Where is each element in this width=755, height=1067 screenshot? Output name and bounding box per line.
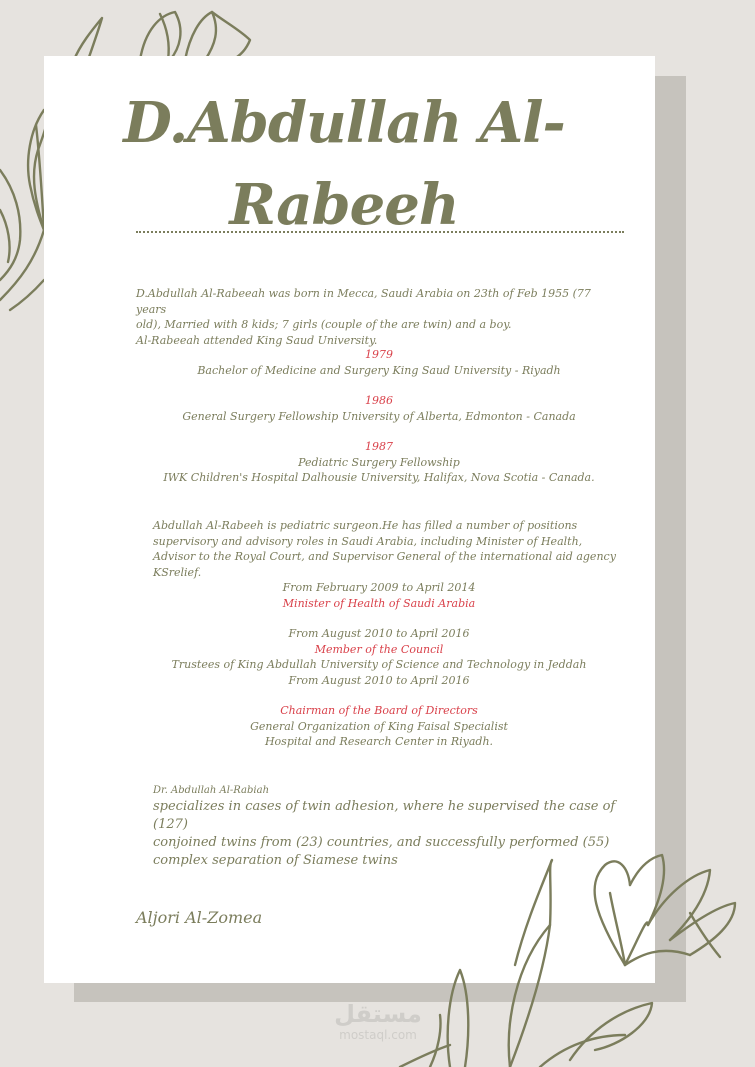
education-item [104,439,654,486]
bio-line: supervisory and advisory roles in Saudi Arabia, including Minister of Health, [153,534,583,548]
page-title-line-2: Rabeeh [229,172,459,238]
position-date: From August 2010 to April 2016 [288,673,470,687]
position-title: Member of the Council [314,642,444,656]
specialization-line: specializes in cases of twin adhesion, where he supervised the case of (127) [153,799,616,832]
education-year: 1987 [365,440,393,453]
education-line: Bachelor of Medicine and Surgery King Saud University - Riyadh [197,363,561,377]
education-year: 1979 [365,348,393,361]
position-minister [104,580,654,611]
position-date: From August 2010 to April 2016 [288,627,470,640]
specialization-line: complex separation of Siamese twins [153,853,398,868]
specialization-line: conjoined twins from (23) countries, and successfully performed (55) [153,835,610,850]
education-item [104,347,654,378]
position-org: Trustees of King Abdullah University of Science and Technology in Jeddah [171,658,587,671]
education-line: General Surgery Fellowship University of Alberta, Edmonton - Canada [182,409,576,423]
watermark-logo: مستقل [334,1000,422,1028]
watermark-url: mostaql.com [339,1028,417,1042]
intro-paragraph [136,286,616,348]
position-org: General Organization of King Faisal Specialist [250,719,508,733]
bio-line: Abdullah Al-Rabeeh is pediatric surgeon.He has filled a number of positions [153,519,578,532]
document-page [44,56,655,983]
bio-paragraph [153,518,623,580]
position-chairman [104,703,654,750]
position-date: From February 2009 to April 2014 [282,581,476,594]
education-item [104,393,654,424]
mostaql-watermark [332,1000,424,1042]
education-line: Pediatric Surgery Fellowship [298,455,460,469]
title-divider [136,231,624,233]
intro-line: Al-Rabeeah attended King Saud University. [136,333,378,347]
education-line: IWK Children's Hospital Dalhousie University, Halifax, Nova Scotia - Canada. [163,471,595,484]
specialization-paragraph [153,798,623,870]
bio-line: Advisor to the Royal Court, and Supervisor General of the international aid agency [153,550,616,563]
page-title-line-1: D.Abdullah Al- [123,90,565,156]
author-signature: Aljori Al-Zomea [136,908,263,927]
bio-line: KSrelief. [153,565,202,579]
intro-line: D.Abdullah Al-Rabeeah was born in Mecca, Saudi Arabia on 23th of Feb 1955 (77 years [136,287,591,316]
position-title: Chairman of the Board of Directors [280,704,478,717]
intro-line: old), Married with 8 kids; 7 girls (couple of the are twin) and a boy. [136,318,512,331]
position-council [104,626,654,688]
specialization-name-note: Dr. Abdullah Al-Rabiah [153,785,270,796]
position-title: Minister of Health of Saudi Arabia [282,596,476,610]
position-org: Hospital and Research Center in Riyadh. [264,735,494,748]
education-year: 1986 [365,394,393,407]
